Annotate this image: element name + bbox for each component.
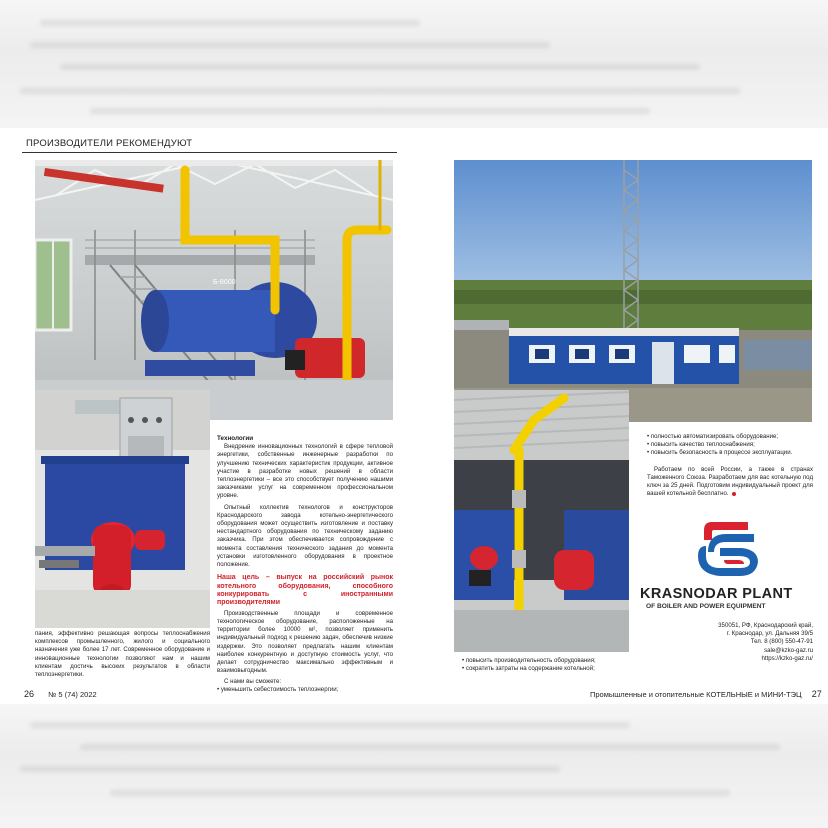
left-page-number: 26 [24,689,35,699]
right-page-bottom-bullets [462,657,642,673]
right-folio [590,689,822,699]
boiler-room-interior-photo [454,390,629,652]
bottom-blur-band [0,704,828,828]
intro-paragraph-end: пания, эффективно решающая вопросы теплоснабжения комплексов промышленного, жилого и социального назначения уже более 17 лет. Современное оборудование и инновационные технологии позволяют нам и нашим клиентам достичь высоких результатов в области теплоэнергетики. [35,630,210,679]
goal-heading: Наша цель – выпуск на российский рынок котельного оборудования, способного конкурировать с иностранными производителями [217,574,393,607]
contact-email[interactable]: sale@kzko-gaz.ru [764,646,813,654]
goal-paragraph: Производственные площади и современное технологическое оборудование, расположенные на территории более 10000 м², позволяет применить индивидуальный подход к решению задач, обеспечив низкие издержки. Это позволяет предлагать нашим клиентам наиболее конкурентную и доступную стоимость услуг, что делает сотрудничество максимально эффективным и взаимовыгодным. [217,609,393,675]
boiler-hall-photo [35,160,393,420]
burner-photo [35,390,210,628]
contacts-block [660,622,813,663]
contact-phone: Тел. 8 (800) 550-47-91 [750,638,813,646]
section-title: ПРОИЗВОДИТЕЛИ РЕКОМЕНДУЮТ [26,138,193,149]
left-column-text [35,630,210,679]
left-folio [24,689,97,699]
outdoor-boiler-house-photo [454,160,812,422]
bullet-reduce-cost: • уменьшить себестоимость теплоэнергии; [217,685,339,693]
boiler-plate-text: Б-8000 [213,279,236,286]
tech-paragraph-2: Опытный коллектив технологов и конструкторов Краснодарского завода котельно-энергетического оборудования может осуществить изготовление и поставку нестандартного оборудования по техническому заданию заказчика. При этом обеспечивается сопровождение с момента составления технического задания до момента установки изготовленного оборудования в проектное положение. [217,503,393,569]
bullet-automate: • полностью автоматизировать оборудование; [647,433,779,440]
contact-website[interactable]: https://kzko-gaz.ru/ [761,654,813,662]
tech-paragraph-1: Внедрение инновационных технологий в сфере тепловой энергетики, собственные инженерные разработки по улучшению технических характеристик продукции, активное участие в разработке новых решений в области теплоэнергетики – все это способствует получению нашими заказчиками услуг на современном профессиональном уровне. [217,443,393,500]
magazine-title-part-1: Промышленные и отопительные [590,690,707,699]
tech-heading: Технологии [217,435,254,442]
logo-name: KRASNODAR PLANT [640,586,793,602]
contact-address-2: г. Краснодар, ул. Дальняя 39/5 [726,630,813,638]
bullet-quality: • повысить качество теплоснабжения; [647,441,755,449]
bullet-reduce-maintenance: • сократить затраты на содержание котельной; [462,665,595,673]
contact-address-1: 350051, РФ, Краснодарский край, [718,622,813,629]
bullet-safety: • повысить безопасность в процессе эксплуатации. [647,449,793,457]
header-rule [22,152,397,153]
with-us-text: С нами вы сможете: [224,677,282,685]
logo-subtitle: OF BOILER AND POWER EQUIPMENT [646,603,766,610]
logo-emblem-icon [640,520,820,580]
end-mark-dot [732,492,736,496]
top-blur-band [0,0,828,128]
krasnodar-plant-logo [640,520,820,612]
magazine-title-part-2: КОТЕЛЬНЫЕ и МИНИ-ТЭЦ [706,690,802,699]
right-page-number: 27 [811,689,822,699]
right-column-text [217,435,393,694]
bullet-productivity: • повысить производительность оборудования; [462,657,596,664]
issue-number: № 5 (74) 2022 [48,690,97,699]
right-page-text-block [647,433,813,498]
work-paragraph: Работаем по всей России, а также в странах Таможенного Союза. Разработаем для вас котельную под ключ за 25 дней. Подготовим индивидуальный проект для вашей котельной бесплатно. [647,465,813,498]
